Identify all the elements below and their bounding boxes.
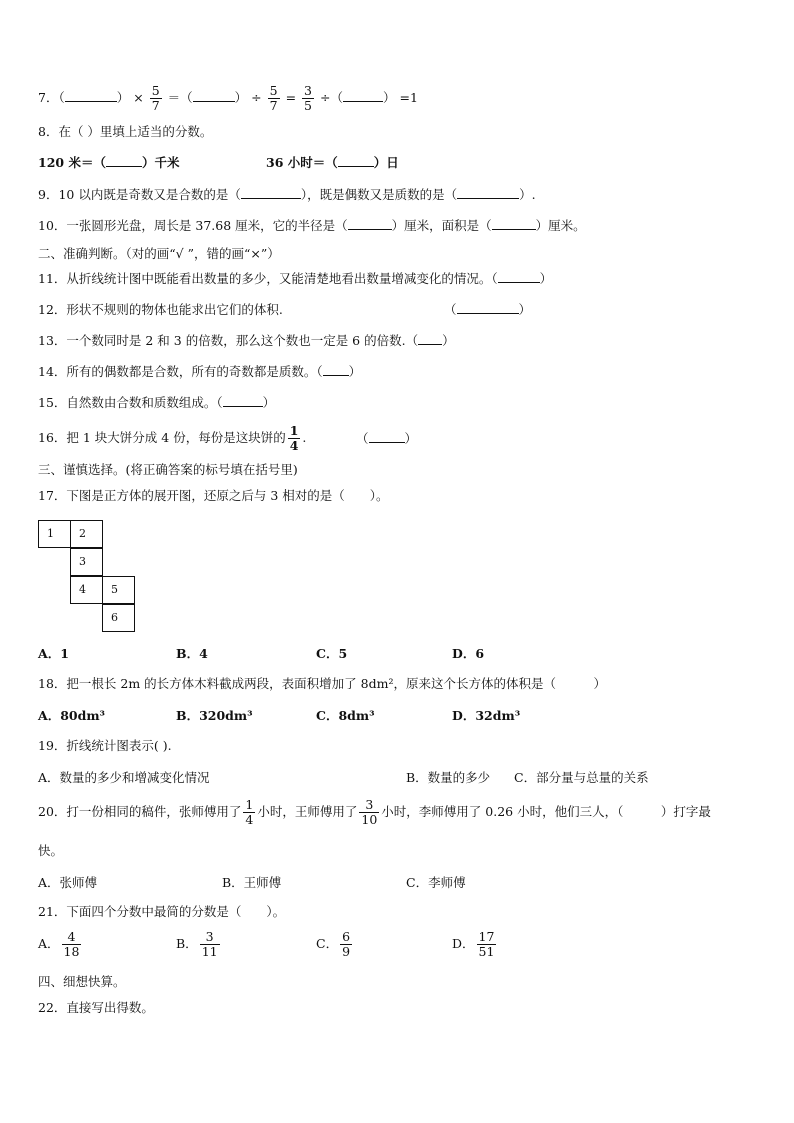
fraction: $\frac{5}{7}$: [269, 83, 278, 113]
option[interactable]: B．320dm³: [176, 708, 253, 723]
fraction: $\frac{1}{4}$: [289, 423, 299, 453]
q17-text: 17．下图是正方体的展开图，还原之后与 3 相对的是（ ）。: [38, 488, 389, 503]
answer-blank[interactable]: [65, 89, 117, 102]
answer-blank[interactable]: [492, 217, 536, 230]
answer-blank[interactable]: [418, 332, 442, 345]
q16-line: 16．把 1 块大饼分成 4 份，每份是这块饼的 $\frac{1}{4}$ .: [38, 423, 307, 453]
q20-line: 20．打一份相同的稿件，张师傅用了 $\frac{1}{4}$ 小时，王师傅用了 $\frac{3}{10}$ 小时，李师傅用了 0.26 小时，他们三人，（ ）打字最: [38, 797, 711, 827]
q12-line: 12．形状不规则的物体也能求出它们的体积.: [38, 302, 283, 317]
section-3-heading: 三、谨慎选择。(将正确答案的标号填在括号里): [38, 462, 298, 477]
answer-blank[interactable]: [241, 186, 301, 199]
q16-answer: （ ）: [356, 431, 418, 446]
option[interactable]: D．32dm³: [452, 708, 521, 723]
option[interactable]: C．部分量与总量的关系: [514, 770, 649, 785]
q11-line: 11．从折线统计图中既能看出数量的多少，又能清楚地看出数量增减变化的情况。（ ）: [38, 271, 553, 286]
fraction: $\frac{1}{4}$: [245, 797, 254, 827]
fraction: $\frac{5}{7}$: [151, 83, 160, 113]
net-cell: 6: [102, 604, 135, 632]
net-cell: 2: [70, 520, 103, 548]
q8-title: 8．在（ ）里填上适当的分数。: [38, 124, 213, 139]
option[interactable]: A．张师傅: [38, 875, 98, 890]
answer-blank[interactable]: [343, 89, 383, 102]
q14-line: 14．所有的偶数都是合数，所有的奇数都是质数。（ ）: [38, 364, 362, 379]
answer-blank[interactable]: [498, 270, 540, 283]
q8-a: 120 米＝（ ）千米: [38, 155, 180, 170]
option[interactable]: C．李师傅: [406, 875, 466, 890]
net-cell: 3: [70, 548, 103, 576]
option[interactable]: A． $\frac{4}{18}$: [38, 929, 80, 959]
option[interactable]: A．数量的多少和增减变化情况: [38, 770, 210, 785]
option[interactable]: C．5: [316, 646, 348, 661]
option[interactable]: B． $\frac{3}{11}$: [176, 929, 218, 959]
answer-blank[interactable]: [348, 217, 392, 230]
net-cell: 1: [38, 520, 71, 548]
section-4-heading: 四、细想快算。: [38, 974, 126, 989]
option[interactable]: B．4: [176, 646, 208, 661]
answer-blank[interactable]: [457, 186, 519, 199]
fraction: $\frac{3}{11}$: [201, 929, 218, 959]
net-cell: 4: [70, 576, 103, 604]
option[interactable]: A．1: [38, 646, 69, 661]
fraction: $\frac{3}{10}$: [361, 797, 378, 827]
q12-answer: （ ）: [444, 302, 532, 317]
option[interactable]: C． $\frac{6}{9}$: [316, 929, 351, 959]
q19-text: 19．折线统计图表示( ).: [38, 738, 172, 753]
q7-line: 7．（ ） × $\frac{5}{7}$ ＝（ ） ÷ $\frac{5}{7}$ = $\frac{3}{5}$ ÷（ ） =1: [38, 83, 418, 113]
net-cell: 5: [102, 576, 135, 604]
q20-line-2: 快。: [38, 843, 64, 858]
q15-line: 15．自然数由合数和质数组成。（ ）: [38, 395, 276, 410]
option[interactable]: B．王师傅: [222, 875, 282, 890]
answer-blank[interactable]: [457, 301, 519, 314]
option[interactable]: D．6: [452, 646, 485, 661]
answer-blank[interactable]: [338, 154, 374, 167]
q18-text: 18．把一根长 2m 的长方体木料截成两段，表面积增加了 8dm²，原来这个长方体的体积是（ ）: [38, 676, 606, 691]
q10-line: 10．一张圆形光盘，周长是 37.68 厘米，它的半径是（ ）厘米，面积是（ ）厘米。: [38, 218, 586, 233]
option[interactable]: B．数量的多少: [406, 770, 491, 785]
section-2-heading: 二、准确判断。（对的画“√ ”，错的画“×”）: [38, 246, 280, 261]
answer-blank[interactable]: [369, 430, 405, 443]
q21-text: 21．下面四个分数中最简的分数是（ ）。: [38, 904, 286, 919]
q22-text: 22．直接写出得数。: [38, 1000, 154, 1015]
answer-blank[interactable]: [223, 394, 263, 407]
option[interactable]: C．8dm³: [316, 708, 375, 723]
fraction: $\frac{3}{5}$: [304, 83, 312, 113]
fraction: $\frac{17}{51}$: [478, 929, 495, 959]
option[interactable]: D． $\frac{17}{51}$: [452, 929, 495, 959]
q13-line: 13．一个数同时是 2 和 3 的倍数，那么这个数也一定是 6 的倍数.（ ）: [38, 333, 455, 348]
option[interactable]: A．80dm³: [38, 708, 106, 723]
answer-blank[interactable]: [193, 89, 235, 102]
q8-b: 36 小时＝（ ）日: [266, 155, 399, 170]
fraction: $\frac{4}{18}$: [63, 929, 80, 959]
answer-blank[interactable]: [323, 363, 349, 376]
answer-blank[interactable]: [106, 154, 142, 167]
fraction: $\frac{6}{9}$: [342, 929, 351, 959]
q9-line: 9．10 以内既是奇数又是合数的是（ ），既是偶数又是质数的是（ ）.: [38, 187, 536, 202]
